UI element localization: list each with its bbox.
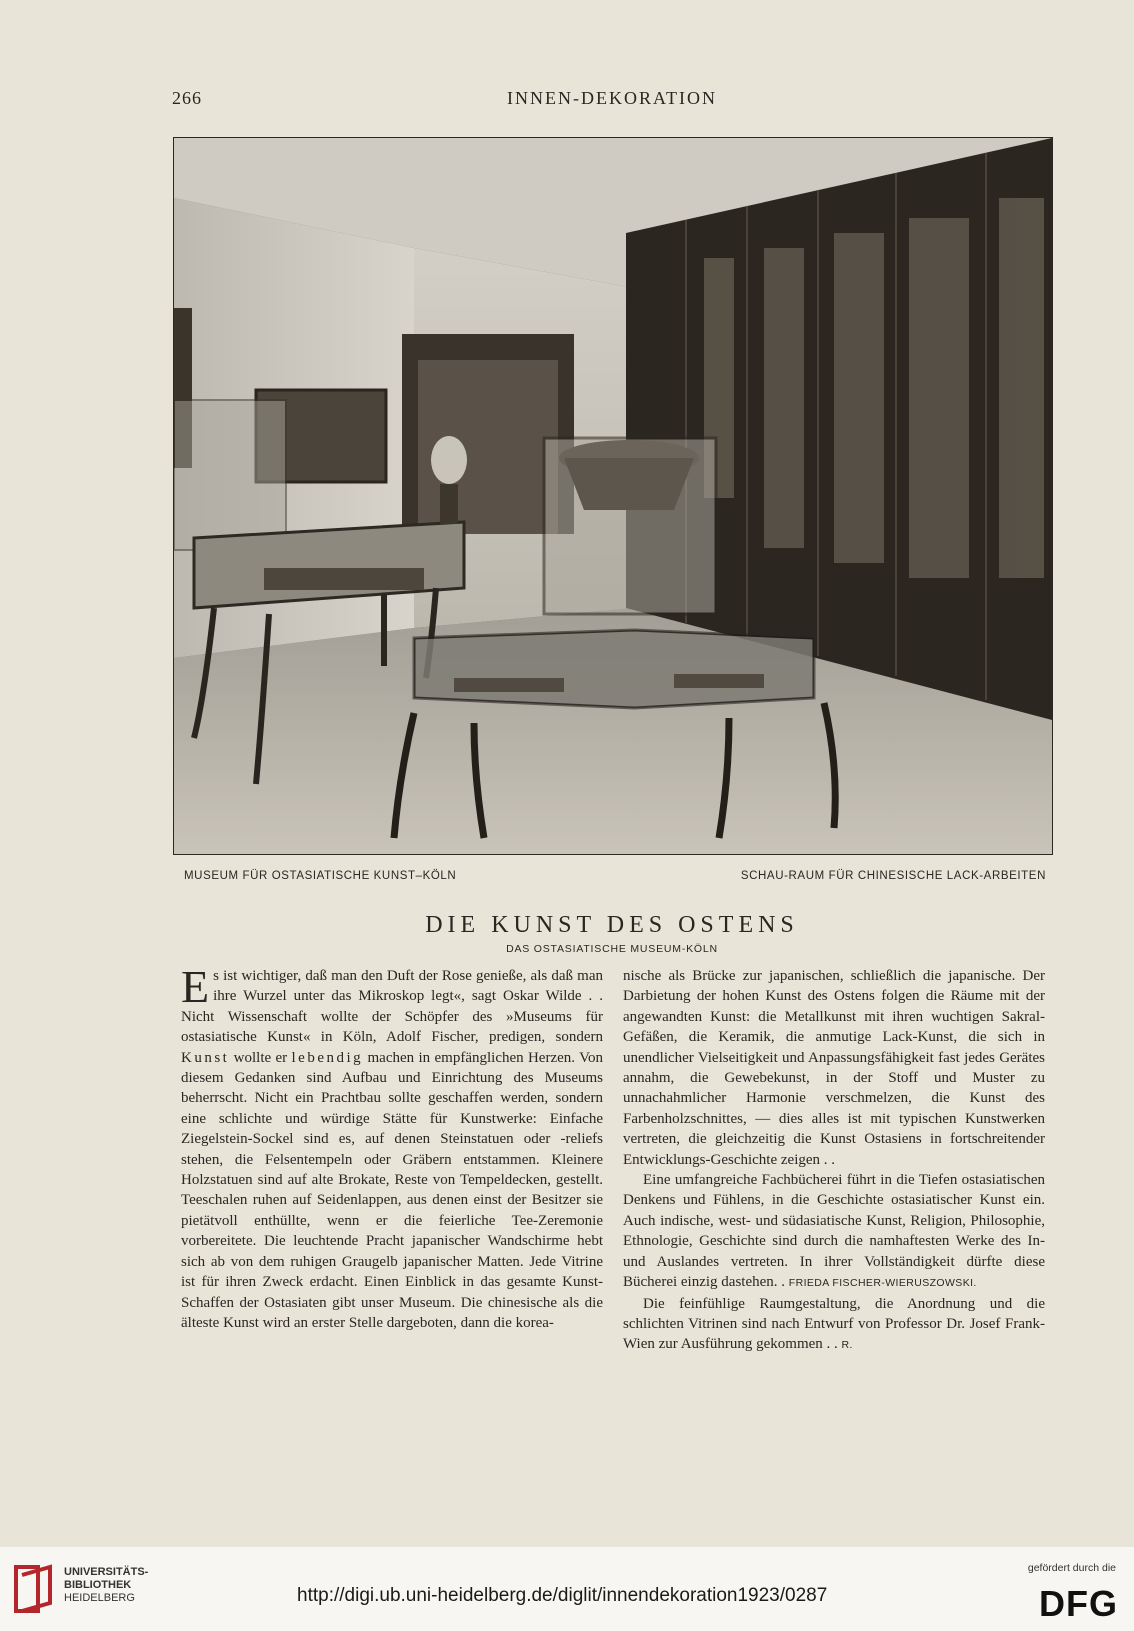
text-column-right xyxy=(623,966,1045,1356)
paragraph-text: wollte er xyxy=(229,1049,292,1066)
funded-by-label: gefördert durch die xyxy=(1027,1562,1116,1574)
author-signature: FRIEDA FISCHER-WIERUSZOWSKI. xyxy=(788,1277,977,1290)
page-number: 266 xyxy=(172,88,202,108)
paragraph-text: Die feinfühlige Raumgestaltung, die Anordnung und die schlichten Vitrinen sind nach Entwurf von Professor Dr. Josef Frank-Wien zur Ausführung gekommen . . xyxy=(623,1295,1045,1353)
figure-caption-right: SCHAU-RAUM FÜR CHINESISCHE LACK-ARBEITEN xyxy=(740,870,1046,882)
paragraph xyxy=(623,1294,1045,1356)
running-title: INNEN-DEKORATION xyxy=(507,88,717,108)
emphasized-word: lebendig xyxy=(291,1049,364,1066)
institution-line: BIBLIOTHEK xyxy=(64,1579,132,1591)
paragraph-text: Eine umfangreiche Fachbücherei führt in die Tiefen ostasiatischen Denkens und Fühlens, in die Geschichte ostasiatischer Kunst ein. Auch indische, west- und südasiatische Kunst, Religion, Philosophie, Ethnologie, Geschichte sind durch die namhaftesten Werke des In- und Auslandes vertreten. In ihrer Vollständigkeit dürfte diese Bücherei einzig dastehen. . xyxy=(623,1172,1045,1291)
drop-cap: E xyxy=(181,961,210,1012)
paragraph-text: s ist wichtiger, daß man den Duft der Rose genieße, als daß man ihre Wurzel unter das Mikroskop legt«, sagt Oskar Wilde . . Nicht Wissenschaft wollte der Schöpfer des »Museums für ostasiatische Kunst« in Köln, Adolf Fischer, predigen, sondern xyxy=(181,968,603,1046)
text-column-left xyxy=(181,961,603,1333)
university-library-logo-icon xyxy=(12,1563,56,1615)
article-subtitle: DAS OSTASIATISCHE MUSEUM-KÖLN xyxy=(506,943,718,955)
paragraph: nische als Brücke zur japanischen, schließlich die japanische. Der Darbietung der hohen Kunst des Ostens folgen die Räume mit der angewandten Kunst: die Metallkunst mit ihren wuchtigen Sakral-Gefäßen, die Keramik, die anmutige Lack-Kunst, die sich in unendlicher Vielseitigkeit und Anpassungsfähigkeit fast jedes Gerätes annahm, die Gewebekunst, in der Stoff und Muster zu unnachahmlicher Harmonie verschmelzen, die Kunst des Farbenholzschnittes, — dies alles ist mit typischen Kunstwerken vertreten, die gleichzeitig die Kunst Ostasiens in fortschreitender Entwicklungs-Geschichte zeigen . . xyxy=(623,968,1045,1168)
paragraph-text: machen in empfänglichen Herzen. Von diesem Gedanken sind Aufbau und Einrichtung des Museums beherrscht. Nicht ein Prachtbau sollte geschaffen werden, sondern eine schlichte und würdige Stätte für Kunstwerke: Einfache Ziegelstein-Sockel sind es, auf denen Steinstatuen oder -reliefs stehen, die Felsentempeln oder Gräbern entstammen. Kleinere Holzstatuen sind auf alte Brokate, Reste von Tempeldecken, gestellt. Teeschalen ruhen auf Seidenlappen, aus denen einst der Besitzer sie pietätvoll enthüllte, wenn er die feierliche Tee-Zeremonie vorbereitete. Die leuchtende Pracht japanischer Wandschirme hebt sich ab von dem ruhigen Graugelb japanischer Matten. Jede Vitrine ist für ihren Zweck erdacht. Einen Einblick in das gesamte Kunst-Schaffen der Ostasiaten gibt unser Museum. Die chinesische als die älteste Kunst wird an erster Stelle dargeboten, dann die korea- xyxy=(181,1049,603,1331)
figure-caption-left: MUSEUM FÜR OSTASIATISCHE KUNST–KÖLN xyxy=(184,870,457,882)
source-url-link[interactable]: http://digi.ub.uni-heidelberg.de/diglit/innendekoration1923/0287 xyxy=(297,1585,828,1606)
paragraph xyxy=(181,961,603,1333)
institution-name xyxy=(64,1566,148,1605)
article-title: DIE KUNST DES OSTENS xyxy=(425,912,799,938)
museum-room-photograph xyxy=(173,137,1053,855)
dfg-logo: DFG xyxy=(1039,1583,1118,1624)
institution-line: HEIDELBERG xyxy=(64,1592,135,1604)
institution-line: UNIVERSITÄTS- xyxy=(64,1566,149,1578)
paragraph xyxy=(623,1170,1045,1293)
emphasized-word: Kunst xyxy=(181,1049,230,1066)
author-signature: R. xyxy=(841,1339,853,1352)
page-header xyxy=(172,88,1052,114)
